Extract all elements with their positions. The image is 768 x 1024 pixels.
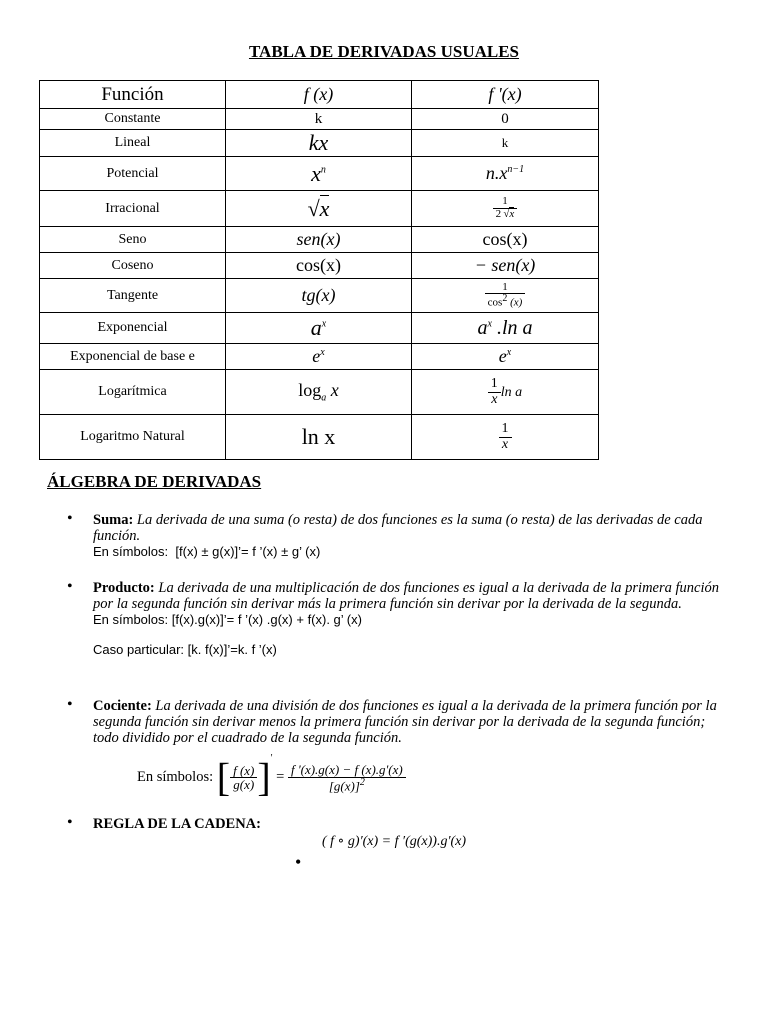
- cociente-formula: [137, 753, 406, 798]
- list-item-cadena: [67, 814, 723, 832]
- base: e: [498, 346, 507, 366]
- item-label: Suma:: [93, 512, 134, 528]
- coef: 2: [495, 208, 502, 220]
- fraction: [493, 196, 518, 220]
- row-f: sen(x): [226, 227, 412, 253]
- denominator: x: [488, 392, 501, 408]
- header-funcion: Función: [40, 81, 226, 109]
- left-bracket-icon: [: [216, 754, 231, 800]
- item-label: Cociente:: [93, 698, 152, 714]
- row-name: Exponencial: [40, 313, 226, 344]
- fraction: [499, 422, 512, 452]
- base: n.x: [485, 163, 508, 183]
- subscript: a: [321, 392, 327, 404]
- row-fp: [412, 313, 599, 344]
- table-row: [40, 415, 599, 460]
- item-label: Producto:: [93, 580, 155, 596]
- bullet-icon: •: [67, 814, 73, 831]
- rhs-fraction: [288, 763, 406, 793]
- base: a: [310, 315, 322, 340]
- list-item-cociente: [67, 696, 723, 746]
- item-definition: La derivada de una suma (o resta) de dos funciones es la suma (o resta) de las derivadas de cada función.: [93, 512, 703, 544]
- row-f: kx: [226, 130, 412, 157]
- table-row: [40, 130, 599, 157]
- numerator: f '(x).g(x) − f (x).g'(x): [290, 761, 403, 777]
- table-row: [40, 253, 599, 279]
- numerator: 1: [490, 375, 498, 391]
- row-fp: [412, 415, 599, 460]
- numerator: 1: [502, 195, 508, 208]
- row-fp: [412, 370, 599, 415]
- table-row: [40, 344, 599, 370]
- symbol-formula: [f(x) ± g(x)]’= f ’(x) ± g’ (x): [175, 544, 321, 559]
- table-row: [40, 279, 599, 313]
- derivatives-table: [39, 80, 599, 460]
- item-definition: La derivada de una multiplicación de dos funciones es igual a la derivada de la primera función por la segunda función sin derivar más la primera función sin derivar por la derivada de la segunda.: [93, 580, 719, 612]
- row-f: [226, 344, 412, 370]
- table-row: [40, 313, 599, 344]
- base: a: [477, 316, 488, 339]
- denominator: [485, 293, 526, 309]
- row-name: Tangente: [40, 279, 226, 313]
- sqrt-icon: √: [503, 208, 510, 220]
- row-name: Exponencial de base e: [40, 344, 226, 370]
- fraction: [488, 377, 501, 407]
- arg: (x): [510, 296, 523, 309]
- table-header-row: [40, 81, 599, 109]
- symbol-label: En símbolos:: [137, 769, 214, 786]
- exponent: n−1: [507, 164, 525, 175]
- denominator: [493, 208, 518, 221]
- row-fp: cos(x): [412, 227, 599, 253]
- row-f: k: [226, 109, 412, 130]
- exponent: 2: [502, 293, 508, 305]
- row-name: Lineal: [40, 130, 226, 157]
- header-fx: f (x): [226, 81, 412, 109]
- item-label: REGLA DE LA CADENA:: [93, 816, 261, 832]
- chain-rule-formula: ( f ∘ g)′(x) = f ′(g(x)).g′(x): [322, 834, 467, 849]
- fn: log: [298, 380, 322, 401]
- tail: .ln a: [496, 316, 533, 339]
- row-name: Logaritmo Natural: [40, 415, 226, 460]
- row-name: Logarítmica: [40, 370, 226, 415]
- den-base: [g(x)]: [328, 777, 360, 793]
- denominator: x: [499, 437, 512, 453]
- denominator: g(x): [230, 777, 257, 792]
- row-f: [226, 313, 412, 344]
- fraction: [485, 282, 526, 310]
- radicand: x: [509, 208, 515, 220]
- symbol-formula: [f(x).g(x)]’= f ’(x) .g(x) + f(x). g’ (x): [171, 612, 362, 627]
- row-name: Constante: [40, 109, 226, 130]
- prime: ': [270, 753, 273, 764]
- bullet-icon: •: [67, 696, 73, 713]
- denominator: [288, 777, 406, 793]
- symbol-label: En símbolos:: [93, 544, 169, 559]
- row-name: Coseno: [40, 253, 226, 279]
- row-fp: − sen(x): [412, 253, 599, 279]
- table-row: [40, 109, 599, 130]
- row-f: tg(x): [226, 279, 412, 313]
- lhs-fraction: [230, 764, 257, 792]
- item-definition: La derivada de una división de dos funciones es igual a la derivada de la primera función por la segunda función sin derivar menos la primera función sin derivar por la derivada de la segunda función; todo dividido por el cuadrado de la segunda función.: [93, 698, 717, 746]
- row-fp: 0: [412, 109, 599, 130]
- symbol-label: En símbolos:: [93, 612, 169, 627]
- exponent: x: [487, 317, 492, 329]
- row-fp: k: [412, 130, 599, 157]
- numerator: f (x): [233, 762, 255, 778]
- table-row: [40, 157, 599, 191]
- page-title: TABLA DE DERIVADAS USUALES: [248, 42, 520, 61]
- row-name: Seno: [40, 227, 226, 253]
- numerator: 1: [501, 420, 509, 436]
- table-row: [40, 370, 599, 415]
- row-name: Irracional: [40, 191, 226, 227]
- exponent: 2: [359, 776, 365, 788]
- caso-particular: Caso particular: [k. f(x)]’=k. f ’(x): [93, 642, 277, 657]
- bullet-icon: •: [67, 510, 73, 527]
- radicand: x: [319, 195, 330, 221]
- list-item-producto: [67, 578, 723, 658]
- row-name: Potencial: [40, 157, 226, 191]
- base: e: [312, 346, 321, 366]
- bullet-icon: •: [67, 578, 73, 595]
- exponent: x: [321, 318, 327, 330]
- row-fp: [412, 191, 599, 227]
- base: x: [311, 160, 321, 186]
- arg: x: [330, 380, 339, 401]
- tail: ln a: [500, 384, 523, 400]
- table-row: [40, 191, 599, 227]
- row-fp: [412, 279, 599, 313]
- numerator: 1: [502, 280, 508, 293]
- exponent: x: [506, 347, 512, 358]
- fn: cos: [487, 296, 503, 309]
- header-fpx: f '(x): [412, 81, 599, 109]
- row-fp: [412, 157, 599, 191]
- row-f: [226, 191, 412, 227]
- algebra-title: ÁLGEBRA DE DERIVADAS: [47, 472, 262, 491]
- list-item-suma: [67, 510, 723, 560]
- bullet-icon: •: [295, 852, 302, 872]
- exponent: n: [320, 164, 326, 176]
- right-bracket-icon: ]: [257, 754, 271, 800]
- row-f: [226, 370, 412, 415]
- sqrt-icon: √: [307, 195, 320, 221]
- row-f: [226, 157, 412, 191]
- row-fp: [412, 344, 599, 370]
- row-f: cos(x): [226, 253, 412, 279]
- table-row: [40, 227, 599, 253]
- row-f: ln x: [226, 415, 412, 460]
- exponent: x: [320, 347, 325, 358]
- equals: =: [276, 769, 285, 786]
